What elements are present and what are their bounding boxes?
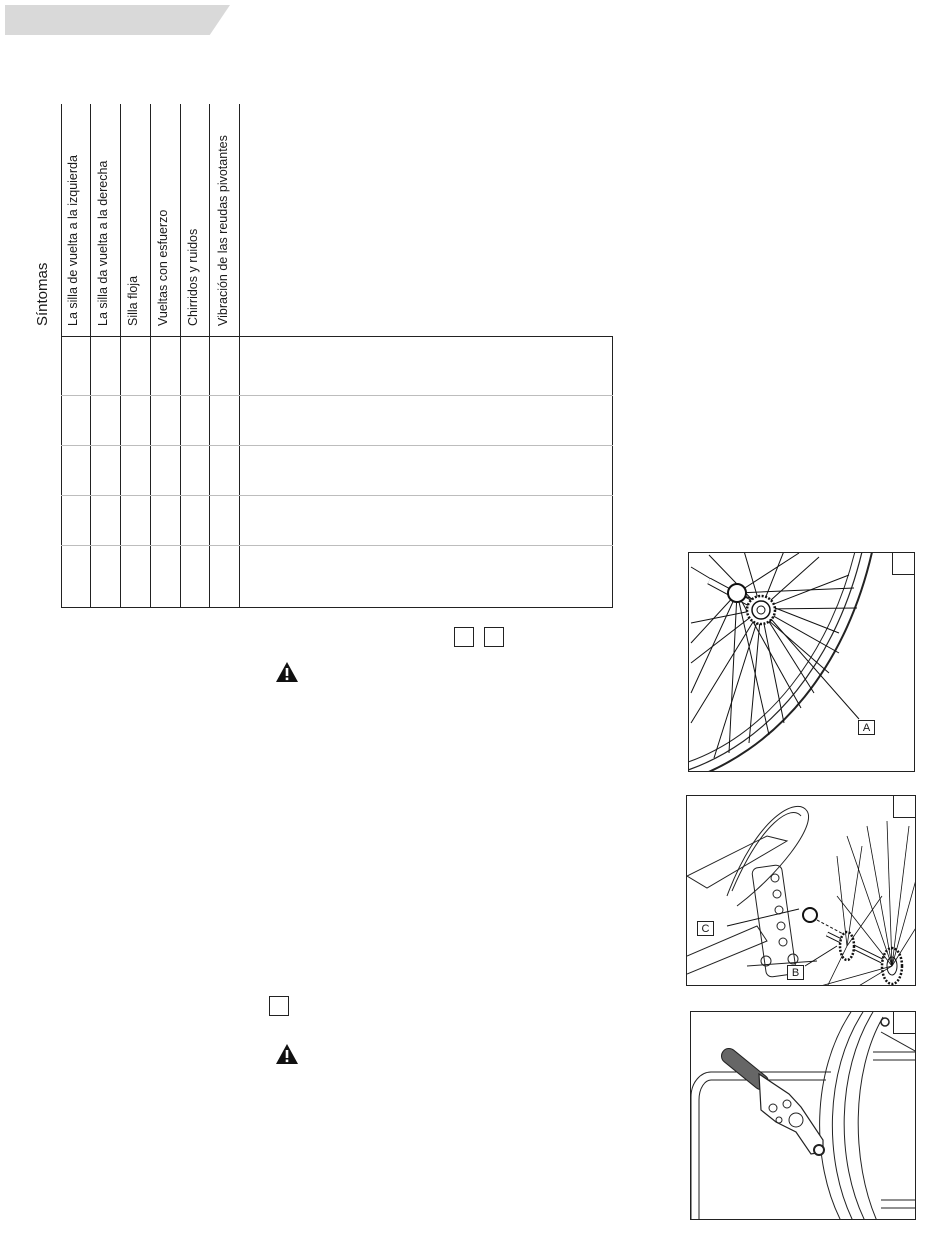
table-line (209, 104, 210, 608)
warning-triangle-icon (275, 1043, 299, 1065)
figure-ref-box (454, 627, 474, 647)
table-line (612, 336, 613, 608)
table-row (61, 545, 613, 546)
column-header: Vibración de las reudas pivotantes (216, 135, 230, 326)
callout-label-c: C (697, 921, 714, 936)
figure-wheel-lock (690, 1011, 916, 1220)
table-row (61, 445, 613, 446)
table-line (61, 336, 613, 337)
table-line (239, 104, 240, 608)
table-row (61, 395, 613, 396)
column-header: La silla de vuelta a la izquierda (66, 155, 80, 326)
wheel-lock-illustration (691, 1012, 916, 1220)
table-line (61, 104, 62, 608)
callout-label-a: A (858, 720, 875, 735)
table-line (150, 104, 151, 608)
table-line (120, 104, 121, 608)
axle-assembly-illustration (687, 796, 916, 986)
column-header: Silla floja (126, 275, 140, 326)
wheel-hub-illustration (689, 553, 915, 772)
column-header: Vueltas con esfuerzo (156, 209, 170, 326)
figure-number-box (893, 796, 915, 818)
table-line (90, 104, 91, 608)
table-row (61, 495, 613, 496)
figure-ref-box (484, 627, 504, 647)
table-line (61, 607, 613, 608)
figure-wheel-hub (688, 552, 915, 772)
table-line (180, 104, 181, 608)
section-header-tab (5, 5, 230, 35)
figure-ref-box (269, 996, 289, 1016)
figure-axle-assembly (686, 795, 916, 986)
symptoms-heading: Síntomas (34, 262, 51, 326)
figure-number-box (893, 1012, 915, 1034)
warning-triangle-icon (275, 661, 299, 683)
figure-number-box (892, 553, 914, 575)
column-header: Chirridos y ruidos (186, 228, 200, 326)
callout-label-b: B (787, 965, 804, 980)
column-header: La silla da vuelta a la derecha (96, 160, 110, 326)
